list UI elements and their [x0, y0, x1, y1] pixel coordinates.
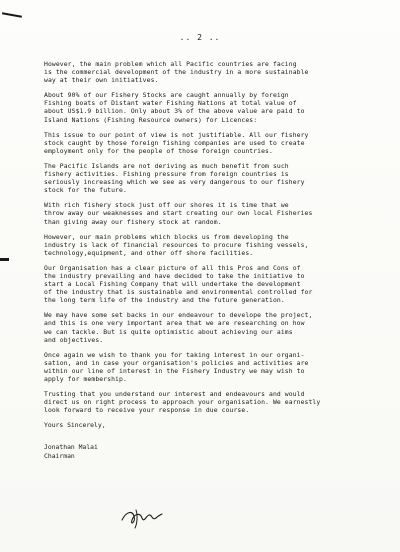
text-line: The Pacific Islands are not deriving as much benefit from such [44, 161, 289, 170]
text-line: About 90% of our Fishery Stocks are caught annually by foreign [44, 91, 289, 100]
text-line: technology,equipment, and other off shore facilities. [44, 248, 254, 257]
text-line: fishery activities. Fishing pressure from foreign countries is [44, 170, 289, 179]
closing-block [44, 421, 392, 459]
text-line: and this is one very important area that we are researching on how [44, 319, 305, 328]
paragraph [44, 311, 392, 343]
text-line: apply for membership. [44, 375, 127, 383]
handwritten-signature [118, 506, 164, 530]
text-line: is the commercial development of the industry in a more sustainable [44, 68, 309, 77]
paragraph [44, 91, 392, 123]
text-line: throw away our weaknesses and start creating our own local Fisheries [44, 209, 313, 218]
text-line: Island Nations (Fishing Resource owners) for Licences: [44, 115, 258, 124]
salutation: Yours Sincerely, [44, 421, 106, 430]
text-line: direct us on right process to approach your organisation. We earnestly [44, 398, 321, 407]
text-line: we can tackle. But is quite optimistic about achieving our aims [44, 327, 293, 336]
text-line: Trusting that you understand our interest and endeavours and would [44, 390, 305, 399]
text-line: about US$1.9 billion. Only about 3% of the above value are paid to [44, 107, 305, 116]
text-line: stock for the future. [44, 186, 127, 195]
text-line: the industry prevailing and have decided to take the initiative to [44, 271, 305, 280]
paragraph [44, 162, 392, 194]
text-line: employment only for the people of those foreign countries. [44, 146, 273, 155]
letter-body [44, 60, 392, 460]
text-line: than giving away our fishery stock at random. [44, 217, 222, 226]
text-line: With rich fishery stock just off our shores it is time that we [44, 201, 289, 210]
text-line: sation, and in case your organisation's policies and activities are [44, 358, 309, 367]
text-line: of the industry that is sustainable and environmental controlled for [44, 288, 313, 297]
text-line: and objectives. [44, 335, 104, 344]
paragraph [44, 233, 392, 257]
signatory-title: Chairman [44, 451, 75, 460]
text-line: seriously increasing which we see as very dangerous to our fishery [44, 178, 305, 187]
text-line: Fishing boats of Distant water Fishing Nations at total value of [44, 99, 297, 108]
margin-mark [2, 12, 22, 17]
text-line: Our Organisation has a clear picture of all this Pros and Cons of [44, 263, 301, 272]
paragraph [44, 60, 392, 84]
paragraph [44, 201, 392, 225]
margin-mark [0, 258, 9, 261]
text-line: the long term life of the industry and the future generation. [44, 296, 285, 305]
text-line: This issue to our point of view is not justifiable. All our fishery [44, 130, 309, 139]
paragraph [44, 131, 392, 155]
text-line: look forward to receive your response in due course. [44, 406, 250, 415]
page-number: .. 2 .. [179, 33, 221, 42]
text-line: However, the main problem which all Pacific countries are facing [44, 60, 297, 68]
paragraph [44, 264, 392, 304]
text-line: within our line of interest in the Fishery Industry we may wish to [44, 366, 305, 375]
text-line: industry is lack of financial resources to procure fishing vessels, [44, 240, 309, 249]
text-line: way at their own initiatives. [44, 76, 159, 85]
text-line: Once again we wish to thank you for taking interest in our organi- [44, 350, 305, 359]
text-line: We may have some set backs in our endeavour to develope the project, [44, 311, 313, 320]
text-line: stock caught by those foreign fishing companies are used to create [44, 138, 305, 147]
paragraph [44, 390, 392, 414]
text-line: start a Local Fishing Company that will undertake the development [44, 280, 301, 289]
paragraph [44, 351, 392, 383]
signatory-name: Jonathan Malai [44, 443, 98, 452]
text-line: However, our main problems which blocks us from developing the [44, 232, 289, 241]
